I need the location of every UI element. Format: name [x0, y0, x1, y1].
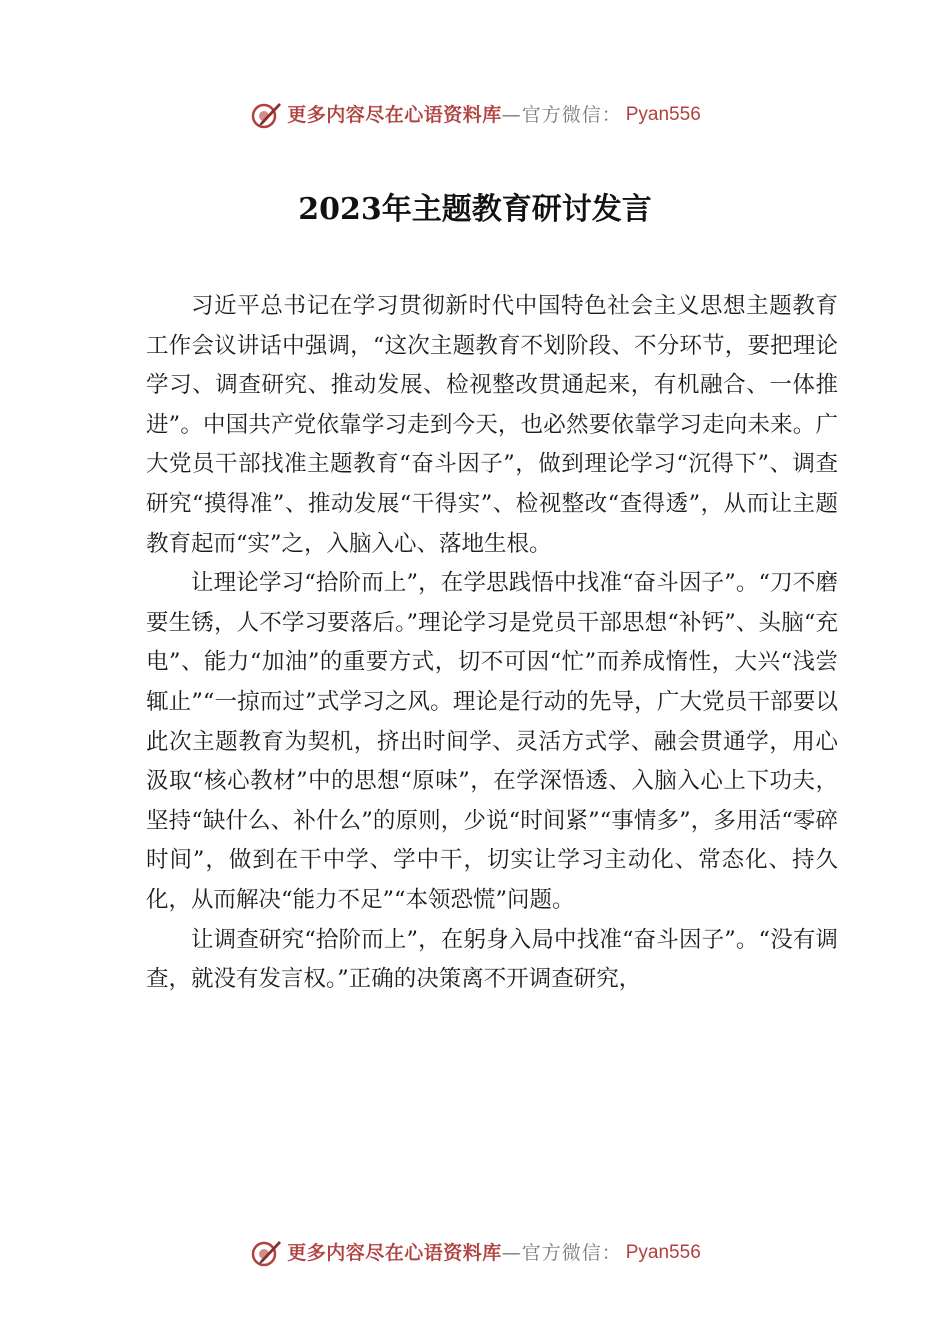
footer-watermark — [0, 1238, 950, 1268]
watermark-wechat-id: Pyan556 — [625, 104, 701, 125]
paragraph-theory-study: 让理论学习“拾阶而上”，在学思践悟中找准“奋斗因子”。“刀不磨要生锈，人不学习要落后。”理论学习是党员干部思想“补钙”、头脑“充电”、能力“加油”的重要方式，切不可因“忙”而养成惰性，大兴“浅尝辄止”“一掠而过”式学习之风。理论是行动的先导，广大党员干部要以此次主题教育为契机，挤出时间学、灵活方式学、融会贯通学，用心汲取“核心教材”中的思想“原味”，在学深悟透、入脑入心上下功夫，坚持“缺什么、补什么”的原则，少说“时间紧”“事情多”，多用活“零碎时间”，做到在干中学、学中干，切实让学习主动化、常态化、持久化，从而解决“能力不足”“本领恐慌”问题。 — [146, 570, 838, 913]
header-watermark — [0, 100, 950, 130]
watermark-sub-text: —官方微信： — [501, 1242, 622, 1264]
document-title: 2023年主题教育研讨发言 — [298, 192, 652, 227]
watermark-sub-text: —官方微信： — [501, 104, 622, 126]
watermark-main-text: 更多内容尽在心语资料库 — [287, 1242, 502, 1264]
watermark-wechat-id: Pyan556 — [625, 1242, 701, 1263]
document-body — [146, 287, 838, 1000]
pen-logo-icon — [249, 1238, 283, 1268]
paragraph-intro: 习近平总书记在学习贯彻新时代中国特色社会主义思想主题教育工作会议讲话中强调，“这次主题教育不划阶段、不分环节，要把理论学习、调查研究、推动发展、检视整改贯通起来，有机融合、一体推进”。中国共产党依靠学习走到今天，也必然要依靠学习走向未来。广大党员干部找准主题教育“奋斗因子”，做到理论学习“沉得下”、调查研究“摸得准”、推动发展“干得实”、检视整改“查得透”，从而让主题教育起而“实”之，入脑入心、落地生根。 — [146, 293, 838, 557]
watermark-main-text: 更多内容尽在心语资料库 — [287, 104, 502, 126]
paragraph-research: 让调查研究“拾阶而上”，在躬身入局中找准“奋斗因子”。“没有调查，就没有发言权。”正确的决策离不开调查研究， — [146, 926, 838, 993]
pen-logo-icon — [249, 100, 283, 130]
